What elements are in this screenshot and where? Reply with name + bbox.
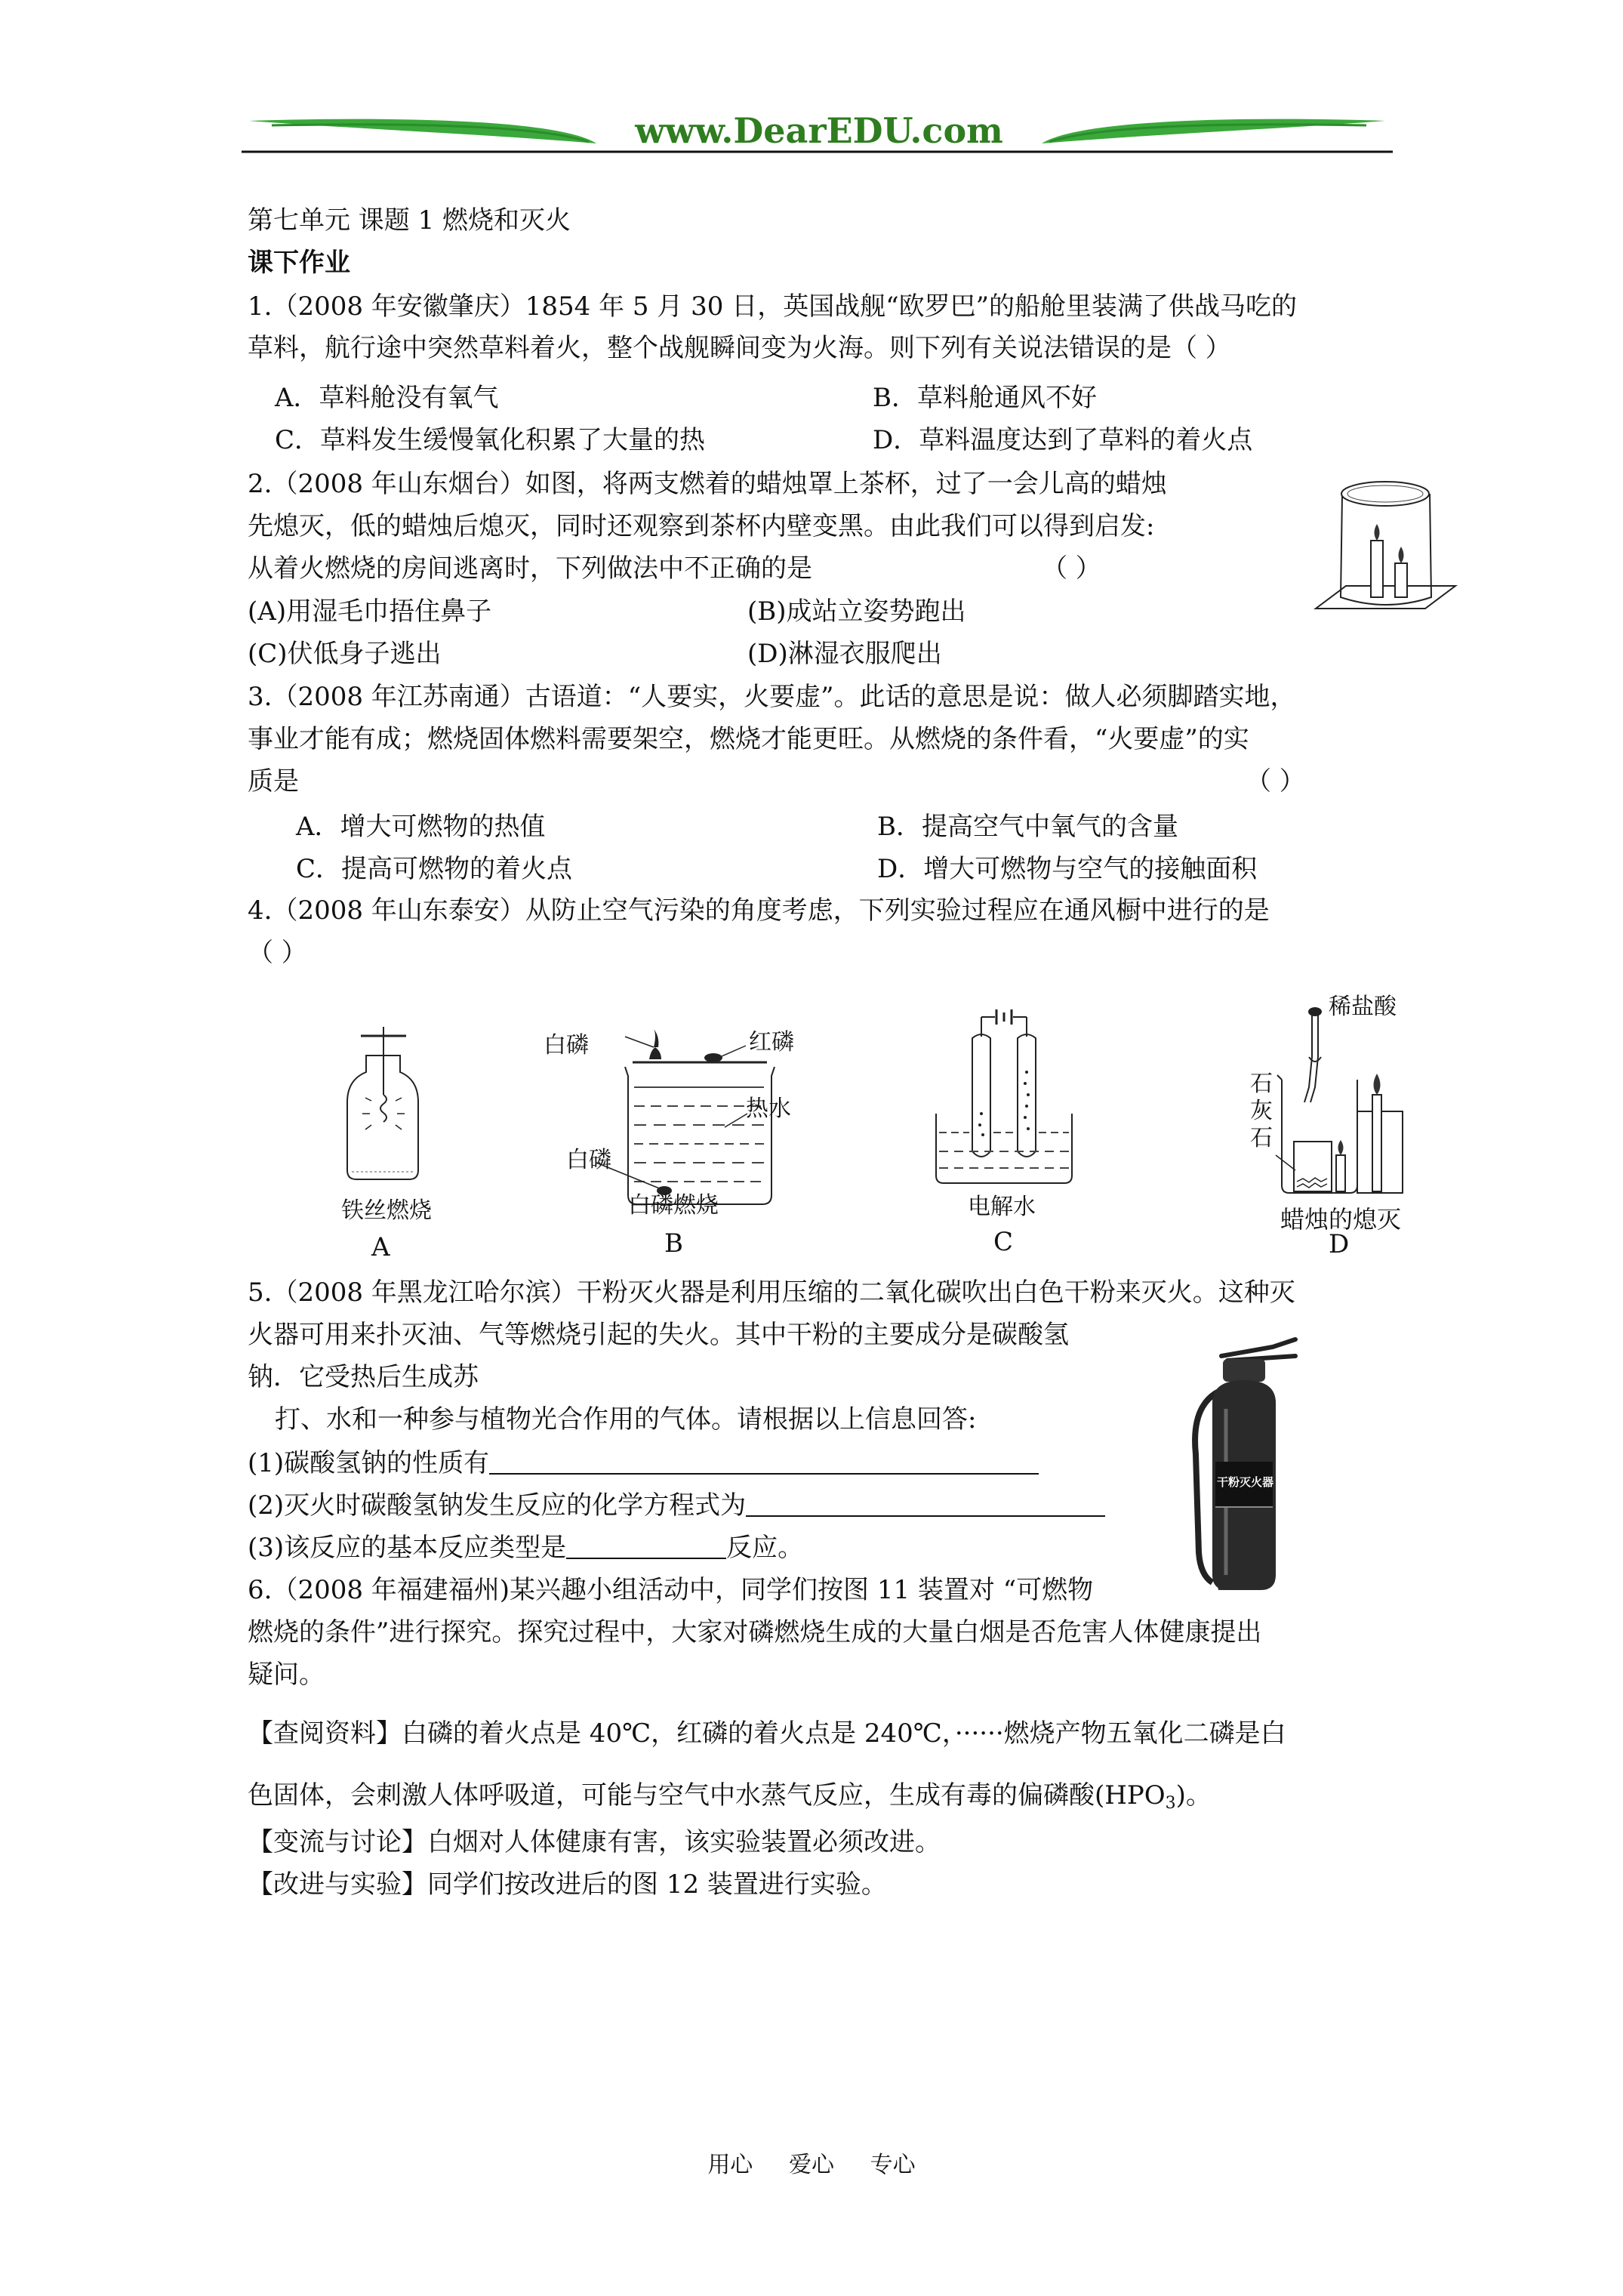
q4-figure-d-letter: D: [1329, 1229, 1350, 1259]
q6-research-line2-end: )。: [1175, 1780, 1212, 1811]
q1-stem-line1: 1.（2008 年安徽肇庆）1854 年 5 月 30 日，英国战舰“欧罗巴”的船舱里装满了供战马吃的: [248, 291, 1297, 322]
q1-option-b: B．草料舱通风不好: [873, 383, 1097, 413]
header-banner: [242, 112, 1393, 157]
q6-stem-line1: 6.（2008 年福建福州)某兴趣小组活动中，同学们按图 11 装置对 “可燃物: [248, 1575, 1094, 1605]
q3-option-b: B．提高空气中氧气的含量: [877, 812, 1178, 842]
q4-figure-d-stone-char2: 灰: [1250, 1098, 1273, 1124]
q5-sub3: [248, 1533, 803, 1563]
q5-sub1-label: (1)碳酸氢钠的性质有: [248, 1448, 490, 1478]
q3-answer-paren: （ ）: [1246, 766, 1305, 797]
q6-stem-line2: 燃烧的条件”进行探究。探究过程中，大家对磷燃烧生成的大量白烟是否危害人体健康提出: [248, 1617, 1262, 1647]
q1-option-c: C．草料发生缓慢氧化积累了大量的热: [275, 425, 706, 455]
q2-stem-line1: 2.（2008 年山东烟台）如图，将两支燃着的蜡烛罩上茶杯，过了一会儿高的蜡烛: [248, 469, 1167, 499]
q4-figure-b: [544, 993, 830, 1265]
q2-option-b: (B)成站立姿势跑出: [747, 596, 966, 627]
header-site-name[interactable]: www.DearEDU.com: [635, 110, 1003, 151]
q4-figure-c: [921, 1000, 1095, 1265]
q4-figure-a-letter: A: [371, 1232, 390, 1262]
q5-sub2-blank[interactable]: [746, 1493, 1105, 1517]
q6-research-line1: 【查阅资料】白磷的着火点是 40℃，红磷的着火点是 240℃，······燃烧产物五氧化二磷是白: [248, 1718, 1286, 1749]
q4-figure-c-letter: C: [993, 1227, 1014, 1257]
q5-sub3-suffix: 反应。: [726, 1533, 804, 1563]
q1-option-a: A．草料舱没有氧气: [275, 383, 499, 413]
q6-formula-subscript: 3: [1165, 1794, 1176, 1813]
q2-candles-cup-figure: [1312, 465, 1459, 616]
q3-stem-line1: 3.（2008 年江苏南通）古语道：“人要实，火要虚”。此话的意思是说：做人必须脚踏实地，: [248, 682, 1296, 712]
q4-figure-b-white-phosphorus-bottom: 白磷: [566, 1147, 611, 1173]
q4-figure-b-white-phosphorus-top: 白磷: [544, 1032, 589, 1059]
q5-sub1: [248, 1448, 1039, 1478]
q4-figure-b-hot-water: 热水: [746, 1096, 791, 1122]
q2-stem-line2: 先熄灭，低的蜡烛后熄灭，同时还观察到茶杯内壁变黑。由此我们可以得到启发:: [248, 511, 1155, 541]
q3-option-c: C．提高可燃物的着火点: [296, 854, 573, 884]
q2-stem-line3: 从着火燃烧的房间逃离时，下列做法中不正确的是: [248, 553, 812, 584]
q5-stem-line4: 打、水和一种参与植物光合作用的气体。请根据以上信息回答:: [275, 1404, 977, 1435]
q3-option-d: D．增大可燃物与空气的接触面积: [877, 854, 1258, 884]
page-title: 第七单元 课题 1 燃烧和灭火: [248, 205, 571, 236]
q4-figure-b-caption: 白磷燃烧: [628, 1192, 719, 1219]
q5-sub2: [248, 1490, 1105, 1521]
q4-figure-b-letter: B: [664, 1228, 683, 1259]
q5-fire-extinguisher-figure: [1182, 1333, 1326, 1598]
q2-answer-paren: （ ）: [1042, 553, 1101, 584]
q3-stem-line2: 事业才能有成；燃烧固体燃料需要架空，燃烧才能更旺。从燃烧的条件看，“火要虚”的实: [248, 724, 1249, 754]
q5-stem-line2: 火器可用来扑灭油、气等燃烧引起的失火。其中干粉的主要成分是碳酸氢: [248, 1320, 1069, 1350]
q5-sub3-blank[interactable]: [566, 1535, 726, 1559]
q4-figure-c-caption: 电解水: [968, 1194, 1036, 1220]
page-footer: 用心 爱心 专心: [707, 2152, 916, 2178]
q6-improvement-line: 【改进与实验】同学们按改进后的图 12 装置进行实验。: [248, 1869, 887, 1900]
q3-stem-line3: 质是: [248, 766, 299, 797]
q4-figure-a: [325, 1012, 438, 1261]
q4-figure-d-stone-char1: 石: [1250, 1071, 1273, 1097]
q4-figure-d-stone-char3: 石: [1250, 1125, 1273, 1151]
q2-option-d: (D)淋湿衣服爬出: [747, 639, 942, 669]
q5-sub1-blank[interactable]: [489, 1450, 1039, 1475]
q2-option-a: (A)用湿毛巾捂住鼻子: [248, 596, 492, 627]
q3-option-a: A．增大可燃物的热值: [296, 812, 546, 842]
q4-figure-d: [1236, 982, 1463, 1261]
q4-stem-line2: （ ）: [248, 938, 307, 968]
q4-figure-d-caption: 蜡烛的熄灭: [1280, 1205, 1402, 1234]
q5-sub3-label: (3)该反应的基本反应类型是: [248, 1533, 567, 1563]
q5-stem-line1: 5.（2008 年黑龙江哈尔滨）干粉灭火器是利用压缩的二氧化碳吹出白色干粉来灭火。这种灭: [248, 1277, 1295, 1308]
page-subtitle: 课下作业: [248, 248, 350, 278]
q1-option-d: D．草料温度达到了草料的着火点: [873, 425, 1253, 455]
q4-stem-line1: 4.（2008 年山东泰安）从防止空气污染的角度考虑，下列实验过程应在通风橱中进行的是: [248, 895, 1270, 926]
q5-extinguisher-label: 干粉灭火器: [1217, 1475, 1274, 1489]
q6-research-line2: [248, 1780, 1212, 1819]
q4-figure-d-acid-label: 稀盐酸: [1329, 994, 1397, 1020]
q6-discussion-line: 【变流与讨论】白烟对人体健康有害，该实验装置必须改进。: [248, 1827, 941, 1857]
q1-stem-line2: 草料，航行途中突然草料着火，整个战舰瞬间变为火海。则下列有关说法错误的是（ ）: [248, 333, 1231, 363]
q5-sub2-label: (2)灭火时碳酸氢钠发生反应的化学方程式为: [248, 1490, 747, 1521]
q6-research-line2-text: 色固体，会刺激人体呼吸道，可能与空气中水蒸气反应，生成有毒的偏磷酸(HPO: [248, 1780, 1166, 1811]
q4-figure-b-red-phosphorus: 红磷: [749, 1029, 794, 1056]
q6-stem-line3: 疑问。: [248, 1660, 325, 1690]
q5-stem-line3: 钠．它受热后生成苏: [248, 1362, 479, 1392]
q4-figure-a-caption: 铁丝燃烧: [341, 1197, 432, 1224]
q2-option-c: (C)伏低身子逃出: [248, 639, 442, 669]
